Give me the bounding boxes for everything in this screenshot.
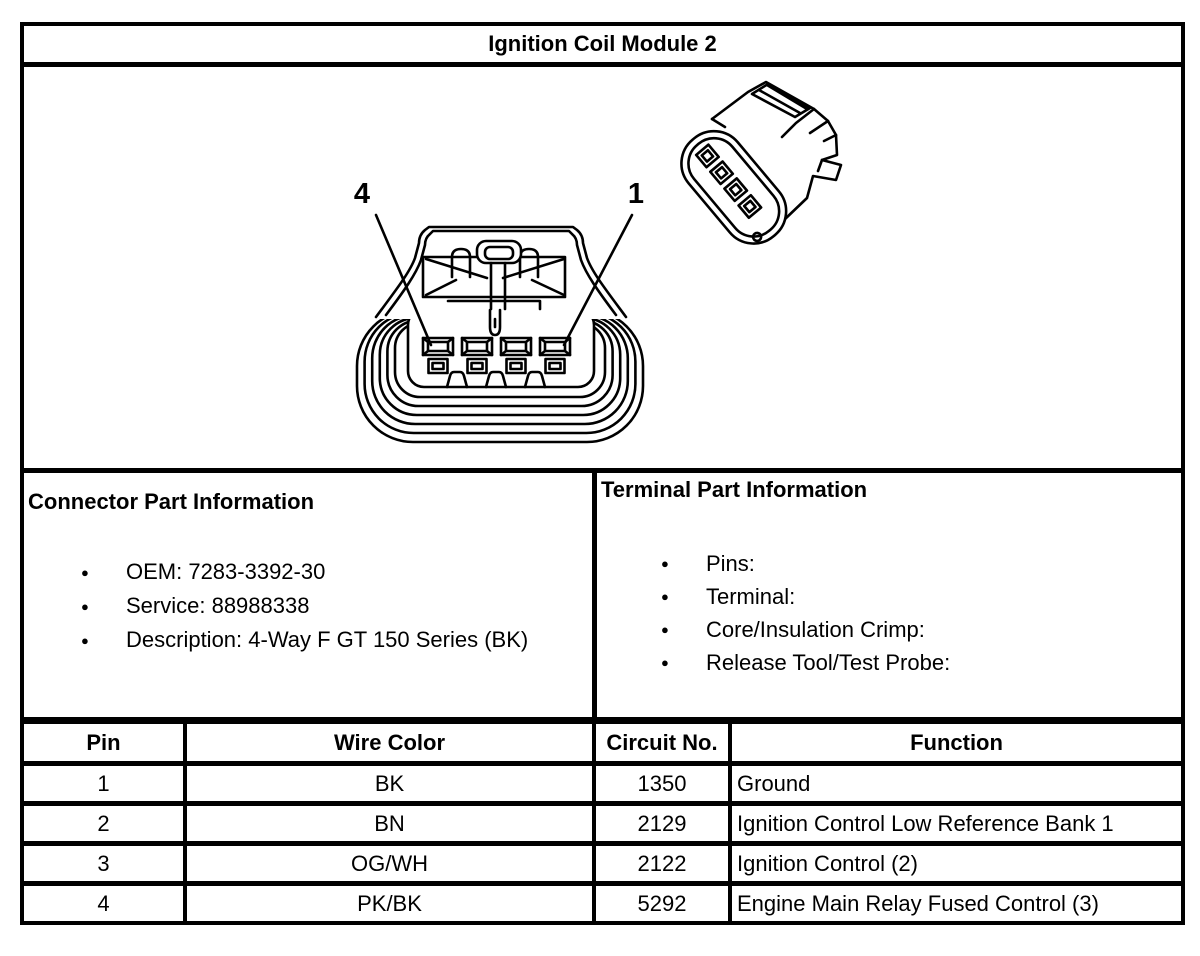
pin-cell: 3 [24,846,187,881]
list-item: ● Description: 4-Way F GT 150 Series (BK) [81,627,529,652]
list-item: ● Service: 88988338 [81,593,310,618]
wire-cell: BK [187,766,596,801]
bullet-icon: ● [661,556,669,571]
pin-4-label: 4 [353,178,371,210]
connector-diagram-drawing [24,67,1177,468]
terminal-part-information-heading: Terminal Part Information [601,477,868,502]
header-pin: Pin [24,724,187,761]
pin-cell: 4 [24,886,187,921]
part-information-row [24,473,1181,724]
bullet-icon: ● [661,622,669,637]
pin-table [24,724,1181,921]
list-item: ● Terminal: [661,583,796,609]
pin-cell: 1 [24,766,187,801]
connector-part-information-heading: Connector Part Information [28,489,315,514]
table-row [24,886,1181,921]
header-function: Function [910,729,1003,755]
connector-part-information-cell [24,473,597,717]
function-cell: Ignition Control (2) [737,850,918,876]
page-title: Ignition Coil Module 2 [488,31,717,56]
pin-cell: 2 [24,806,187,841]
table-row [24,846,1181,886]
diagram-cell [24,67,1181,473]
function-cell: Ignition Control Low Reference Bank 1 [737,810,1114,836]
wire-cell: PK/BK [187,886,596,921]
terminal-part-information-cell [597,473,1181,717]
connector-part-information-list [24,555,592,657]
function-cell: Engine Main Relay Fused Control (3) [737,890,1099,916]
circuit-cell: 2129 [596,806,732,841]
pin-1-label: 1 [627,178,645,210]
title-row [24,26,1181,67]
header-circuit-no: Circuit No. [596,724,732,761]
terminal-part-information-list [597,547,1181,679]
bullet-icon: ● [81,632,89,648]
circuit-cell: 1350 [596,766,732,801]
function-cell: Ground [737,770,811,796]
pin-table-header [24,724,1181,766]
wire-cell: BN [187,806,596,841]
connector-3d-view [669,82,841,256]
bullet-icon: ● [81,564,89,580]
header-wire-color: Wire Color [187,724,596,761]
list-item: ● Pins: [661,550,755,576]
wire-cell: OG/WH [187,846,596,881]
list-item: ● OEM: 7283-3392-30 [81,559,326,584]
table-row [24,766,1181,806]
bullet-icon: ● [661,655,669,670]
list-item: ● Core/Insulation Crimp: [661,616,925,642]
circuit-cell: 5292 [596,886,732,921]
connector-sheet-frame [20,22,1185,925]
circuit-cell: 2122 [596,846,732,881]
bullet-icon: ● [661,589,669,604]
bullet-icon: ● [81,598,89,614]
list-item: ● Release Tool/Test Probe: [661,649,951,675]
table-row [24,806,1181,846]
